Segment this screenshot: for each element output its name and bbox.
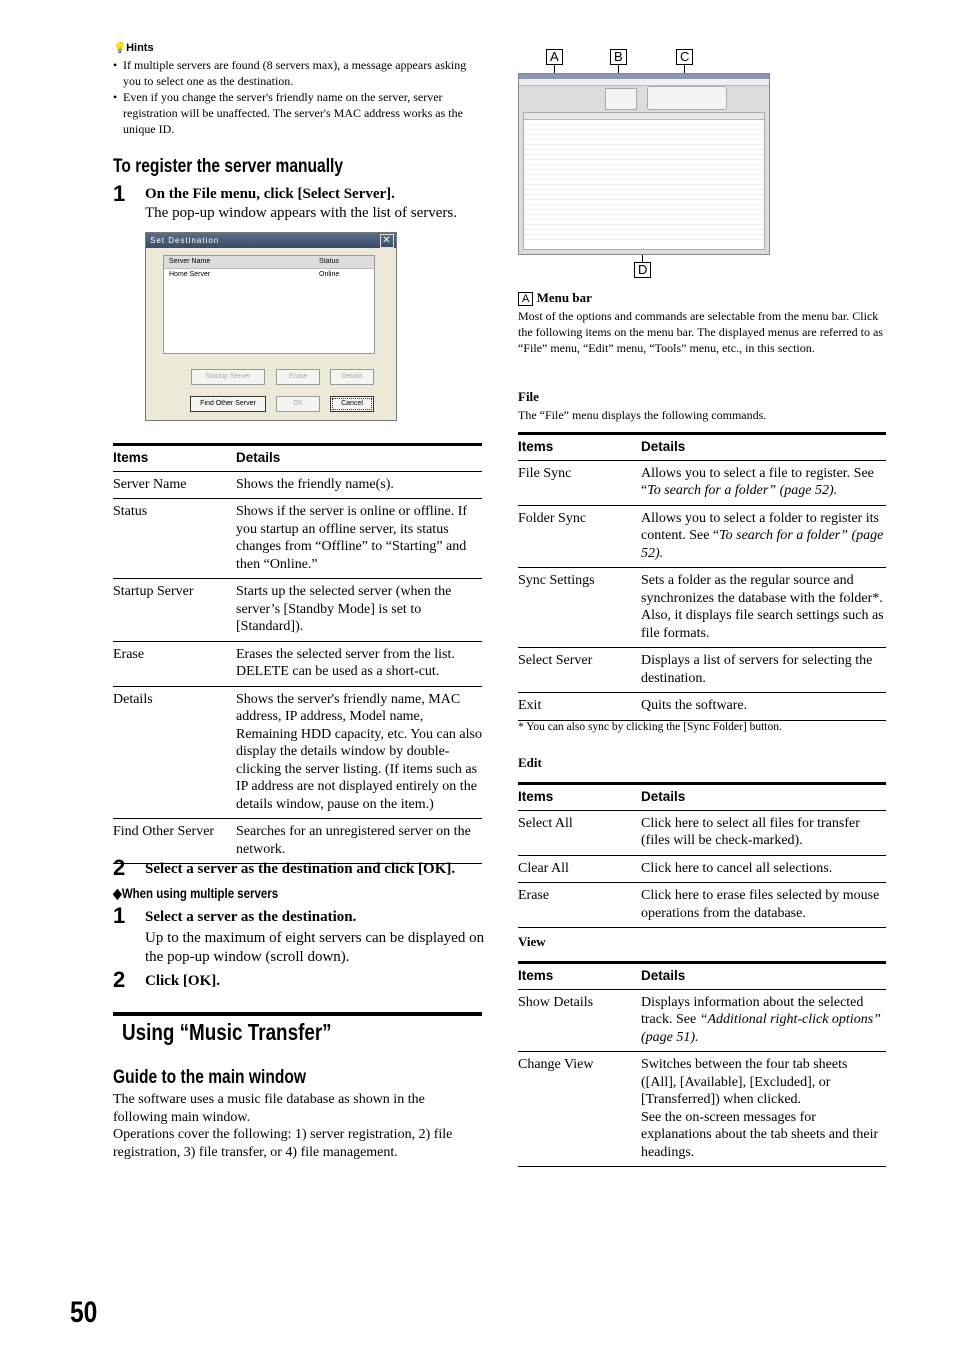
file-table-wrap — [518, 432, 886, 721]
edit-table — [518, 782, 886, 928]
item-cell: Change View — [518, 1052, 641, 1167]
callout-label: A — [546, 49, 563, 65]
detail-cell: Searches for an unregistered server on the network. — [236, 819, 482, 864]
item-cell: Clear All — [518, 855, 641, 883]
table-row — [518, 568, 886, 648]
file-list-tabs[interactable] — [524, 113, 764, 120]
item-cell: Status — [113, 499, 236, 579]
page-number: 50 — [70, 1296, 98, 1329]
table-row — [518, 883, 886, 928]
step-text: On the File menu, click [Select Server]. — [145, 186, 395, 202]
file-list[interactable] — [523, 112, 765, 250]
col-items: Items — [518, 434, 641, 461]
col-details: Details — [641, 784, 886, 811]
menubar-description: Most of the options and commands are selectable from the menu bar. Click the following items on the menu bar. The displayed menus are referred to as “File” menu, “Edit” menu, “Tools” menu, etc., in this section. — [518, 309, 884, 355]
item-cell: Select Server — [518, 648, 641, 693]
view-heading: View — [518, 934, 546, 949]
detail-cell: Allows you to select a folder to register its content. See “To search for a folder” (page 52). — [641, 505, 886, 568]
table-row — [113, 641, 482, 686]
server-listbox[interactable] — [163, 255, 375, 354]
server-status-cell: Online — [319, 271, 340, 278]
callout-label: C — [676, 49, 693, 65]
server-name-cell: Home Server — [169, 271, 211, 278]
table-row — [113, 499, 482, 579]
menubar-section — [518, 290, 886, 356]
file-list-rows[interactable] — [524, 120, 764, 240]
detail-cell: Displays a list of servers for selecting the destination. — [641, 648, 886, 693]
hints-block — [113, 41, 483, 137]
file-table — [518, 432, 886, 721]
table-row — [518, 810, 886, 855]
col-details: Details — [641, 963, 886, 990]
detail-cell: Sets a folder as the regular source and synchronizes the database with the folder*. Also, it displays file search settings such as file formats. — [641, 568, 886, 648]
table-row — [518, 989, 886, 1052]
section-title: Using “Music Transfer” — [122, 1019, 332, 1045]
hint-item: • If multiple servers are found (8 servers max), a message appears asking you to select one as the destination. — [123, 57, 483, 89]
detail-cell: Shows the friendly name(s). — [236, 471, 482, 499]
file-heading: File — [518, 389, 539, 404]
detail-cell: Allows you to select a file to register. See “To search for a folder” (page 52). — [641, 460, 886, 505]
set-destination-dialog — [145, 232, 397, 421]
detail-cell: Shows if the server is online or offline. If you startup an offline server, its status changes from “Offline” to “Starting” and then “Online.” — [236, 499, 482, 579]
step-number: 2 — [113, 967, 126, 992]
detail-cell: Erases the selected server from the list. DELETE can be used as a short-cut. — [236, 641, 482, 686]
item-cell: Show Details — [518, 989, 641, 1052]
col-details: Details — [641, 434, 886, 461]
main-window-screenshot — [518, 73, 770, 255]
find-other-server-button[interactable]: Find Other Server — [190, 396, 266, 412]
section-rule — [113, 1012, 482, 1016]
menubar-title: Menu bar — [536, 290, 592, 305]
step-subtext: The pop-up window appears with the list of servers. — [145, 205, 458, 221]
menubar-label: A — [518, 292, 533, 306]
table-row — [518, 505, 886, 568]
item-cell: Startup Server — [113, 579, 236, 642]
guide-paragraph: Operations cover the following: 1) server registration, 2) file registration, 3) file transfer, or 4) file management. — [113, 1127, 453, 1160]
step-number: 1 — [113, 903, 126, 928]
col-details: Details — [236, 445, 482, 472]
close-icon[interactable]: ✕ — [380, 234, 394, 248]
lightbulb-icon: 💡 — [113, 42, 127, 54]
server-items-table-wrap — [113, 443, 482, 864]
table-row — [113, 686, 482, 819]
detail-cell: Displays information about the selected track. See “Additional right-click options” (page 51). — [641, 989, 886, 1052]
item-cell: Find Other Server — [113, 819, 236, 864]
edit-heading: Edit — [518, 755, 542, 770]
table-row — [113, 579, 482, 642]
startup-server-button[interactable]: Startup Server — [191, 369, 265, 385]
step-text: Select a server as the destination and click [OK]. — [145, 861, 456, 877]
table-row — [113, 819, 482, 864]
item-cell: Server Name — [113, 471, 236, 499]
detail-cell: Click here to cancel all selections. — [641, 855, 886, 883]
register-heading: To register the server manually — [113, 156, 344, 177]
table-row — [518, 460, 886, 505]
edit-table-wrap — [518, 782, 886, 928]
ok-button[interactable]: OK — [276, 396, 320, 412]
item-cell: Details — [113, 686, 236, 819]
sync-folder-icon[interactable] — [605, 88, 637, 110]
hints-label: Hints — [126, 42, 154, 54]
menu-bar[interactable] — [519, 79, 769, 86]
dialog-titlebar — [146, 233, 396, 248]
guide-heading: Guide to the main window — [113, 1067, 307, 1088]
item-cell: Select All — [518, 810, 641, 855]
dialog-title: Set Destination — [150, 236, 220, 245]
view-table-wrap — [518, 961, 886, 1167]
detail-cell: Switches between the four tab sheets ([All], [Available], [Excluded], or [Transferred]) when clicked. See the on-screen messages for explanations about the tab sheets and their headings. — [641, 1052, 886, 1167]
hint-item: • Even if you change the server's friendly name on the server, server registration will be unaffected. The server's MAC address works as the unique ID. — [123, 89, 483, 137]
detail-cell: Shows the server's friendly name, MAC address, IP address, Model name, Remaining HDD capacity, etc. You can also display the details window by double-clicking the server listing. (If items such as IP address are not displayed entirely on the details window, pause on the item.) — [236, 686, 482, 819]
guide-body — [113, 1091, 482, 1161]
table-row — [518, 648, 886, 693]
table-row — [113, 471, 482, 499]
step-subtext: Up to the maximum of eight servers can be displayed on the pop-up window (scroll down). — [145, 930, 485, 965]
detail-cell: Click here to select all files for transfer (files will be check-marked). — [641, 810, 886, 855]
callout-label: D — [634, 262, 651, 278]
callout-label: B — [610, 49, 627, 65]
item-cell: Sync Settings — [518, 568, 641, 648]
server-items-table — [113, 443, 482, 864]
cancel-button[interactable]: Cancel — [330, 396, 374, 412]
item-cell: Erase — [518, 883, 641, 928]
detail-cell: Starts up the selected server (when the server’s [Standby Mode] is set to [Standard]). — [236, 579, 482, 642]
item-cell: File Sync — [518, 460, 641, 505]
detail-cell: Click here to erase files selected by mouse operations from the database. — [641, 883, 886, 928]
listbox-header — [164, 256, 374, 269]
col-status[interactable]: Status — [319, 258, 339, 265]
guide-paragraph: The software uses a music file database as shown in the following main window. — [113, 1092, 425, 1125]
col-items: Items — [113, 445, 236, 472]
step-number: 2 — [113, 855, 126, 880]
step-number: 1 — [113, 181, 126, 206]
multi-servers-heading: ◆When using multiple servers — [113, 885, 279, 901]
erase-button[interactable]: Erase — [276, 369, 320, 385]
col-items: Items — [518, 784, 641, 811]
item-cell: Erase — [113, 641, 236, 686]
transfer-panel[interactable] — [647, 86, 727, 110]
col-items: Items — [518, 963, 641, 990]
step-text: Click [OK]. — [145, 973, 220, 989]
details-button[interactable]: Details — [330, 369, 374, 385]
file-description: The “File” menu displays the following commands. — [518, 408, 767, 422]
hints-list — [113, 57, 483, 137]
table-row — [518, 693, 886, 721]
col-server-name[interactable]: Server Name — [169, 258, 211, 265]
step-text: Select a server as the destination. — [145, 909, 357, 925]
detail-cell: Quits the software. — [641, 693, 886, 721]
view-table — [518, 961, 886, 1167]
table-row — [518, 1052, 886, 1167]
item-cell: Exit — [518, 693, 641, 721]
footnote: * You can also sync by clicking the [Sync Folder] button. — [518, 721, 782, 733]
item-cell: Folder Sync — [518, 505, 641, 568]
table-row — [518, 855, 886, 883]
